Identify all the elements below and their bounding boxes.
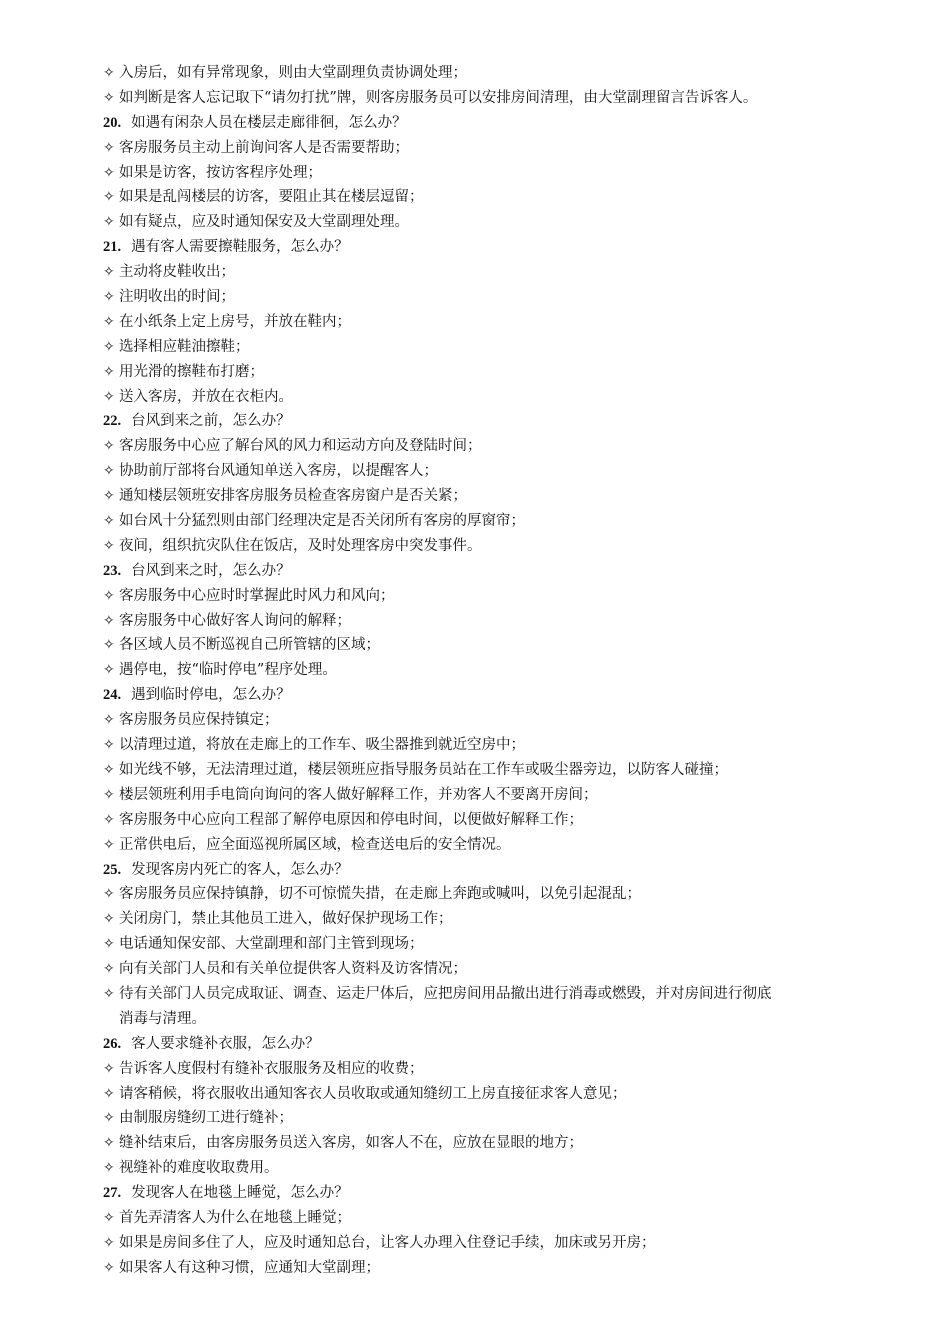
bullet-item: [103, 310, 893, 335]
bullet-icon: ✧: [103, 214, 115, 231]
bullet-item: [103, 633, 893, 658]
bullet-text: 由制服房缝纫工进行缝补；: [119, 1110, 293, 1127]
bullet-text: 如判断是客人忘记取下“请勿打扰”牌，则客房服务员可以安排房间清理，由大堂副理留言告诉客人。: [119, 89, 758, 106]
bullet-icon: ✧: [103, 1160, 115, 1177]
bullet-item: [103, 733, 893, 758]
bullet-item: [103, 584, 893, 609]
bullet-item: [103, 161, 893, 186]
bullet-text: 如光线不够，无法清理过道，楼层领班应指导服务员站在工作车或吸尘器旁边，以防客人碰撞；: [119, 761, 728, 778]
bullet-icon: ✧: [103, 637, 115, 654]
bullet-icon: ✧: [103, 164, 115, 181]
bullet-item: [103, 1231, 893, 1256]
bullet-text: 客房服务中心应了解台风的风力和运动方向及登陆时间；: [119, 438, 482, 455]
bullet-item: [103, 260, 893, 285]
document-body: [103, 61, 893, 1281]
bullet-text: 客房服务员应保持镇定；: [119, 712, 279, 729]
bullet-icon: ✧: [103, 1110, 115, 1127]
bullet-item: [103, 882, 893, 907]
bullet-text: 如果是乱闯楼层的访客，要阻止其在楼层逗留；: [119, 189, 424, 206]
bullet-text: 注明收出的时间；: [119, 289, 235, 306]
bullet-item: [103, 907, 893, 932]
bullet-icon: ✧: [103, 811, 115, 828]
bullet-icon: ✧: [103, 313, 115, 330]
bullet-text: 请客稍候，将衣服收出通知客衣人员收取或通知缝纫工上房直接征求客人意见；: [119, 1085, 627, 1102]
question-number: 26.: [103, 1035, 122, 1052]
bullet-icon: ✧: [103, 1259, 115, 1276]
bullet-text: 正常供电后，应全面巡视所属区域，检查送电后的安全情况。: [119, 836, 511, 853]
bullet-icon: ✧: [103, 438, 115, 455]
bullet-item: [103, 982, 893, 1007]
bullet-text: 通知楼层领班安排客房服务员检查客房窗户是否关紧；: [119, 488, 467, 505]
bullet-item: [103, 658, 893, 683]
bullet-icon: ✧: [103, 712, 115, 729]
bullet-text: 客房服务中心做好客人询问的解释；: [119, 612, 351, 629]
question-number: 27.: [103, 1185, 122, 1202]
bullet-item: [103, 434, 893, 459]
bullet-icon: ✧: [103, 836, 115, 853]
bullet-icon: ✧: [103, 786, 115, 803]
bullet-icon: ✧: [103, 338, 115, 355]
bullet-item: [103, 1082, 893, 1107]
bullet-item: [103, 335, 893, 360]
bullet-text: 如果是访客，按访客程序处理；: [119, 164, 322, 181]
bullet-item: [103, 808, 893, 833]
question-number: 20.: [103, 114, 122, 131]
bullet-icon: ✧: [103, 65, 115, 81]
question-heading: [103, 235, 893, 260]
bullet-icon: ✧: [103, 936, 115, 953]
bullet-item: [103, 932, 893, 957]
question-number: 24.: [103, 687, 122, 704]
question-text: 台风到来之前，怎么办？: [131, 413, 291, 430]
bullet-icon: ✧: [103, 513, 115, 530]
bullet-text: 如有疑点，应及时通知保安及大堂副理处理。: [119, 214, 409, 231]
question-heading: [103, 559, 893, 584]
bullet-icon: ✧: [103, 911, 115, 928]
bullet-item: [103, 509, 893, 534]
bullet-text: 视缝补的难度收取费用。: [119, 1160, 279, 1177]
question-heading: [103, 1181, 893, 1206]
bullet-item: [103, 957, 893, 982]
bullet-text: 用光滑的擦鞋布打磨；: [119, 363, 264, 380]
question-heading: [103, 111, 893, 136]
question-text: 台风到来之时，怎么办？: [131, 562, 291, 579]
bullet-item: [103, 136, 893, 161]
bullet-icon: ✧: [103, 1209, 115, 1226]
question-heading: [103, 858, 893, 883]
bullet-item: [103, 1057, 893, 1082]
bullet-text: 关闭房门，禁止其他员工进入，做好保护现场工作；: [119, 911, 453, 928]
continuation-line: [103, 1007, 893, 1032]
bullet-icon: ✧: [103, 1234, 115, 1251]
bullet-text: 客房服务员应保持镇静，切不可惊慌失措，在走廊上奔跑或喊叫，以免引起混乱；: [119, 886, 641, 903]
bullet-item: [103, 758, 893, 783]
bullet-item: [103, 86, 893, 111]
bullet-text: 如果客人有这种习惯，应通知大堂副理；: [119, 1259, 380, 1276]
bullet-icon: ✧: [103, 289, 115, 306]
bullet-icon: ✧: [103, 961, 115, 978]
bullet-icon: ✧: [103, 537, 115, 554]
bullet-icon: ✧: [103, 587, 115, 604]
question-text: 如遇有闲杂人员在楼层走廊徘徊，怎么办？: [131, 114, 407, 131]
bullet-text: 入房后，如有异常现象，则由大堂副理负责协调处理；: [119, 65, 467, 81]
bullet-item: [103, 1131, 893, 1156]
bullet-icon: ✧: [103, 1060, 115, 1077]
bullet-text: 首先弄清客人为什么在地毯上睡觉；: [119, 1209, 351, 1226]
bullet-icon: ✧: [103, 1135, 115, 1152]
bullet-icon: ✧: [103, 612, 115, 629]
bullet-icon: ✧: [103, 89, 115, 106]
bullet-text: 缝补结束后，由客房服务员送入客房，如客人不在，应放在显眼的地方；: [119, 1135, 583, 1152]
bullet-item: [103, 833, 893, 858]
bullet-icon: ✧: [103, 737, 115, 754]
bullet-item: [103, 1256, 893, 1281]
bullet-text: 电话通知保安部、大堂副理和部门主管到现场；: [119, 936, 424, 953]
bullet-text: 在小纸条上定上房号，并放在鞋内；: [119, 313, 351, 330]
bullet-text: 以清理过道，将放在走廊上的工作车、吸尘器推到就近空房中；: [119, 737, 525, 754]
bullet-icon: ✧: [103, 488, 115, 505]
bullet-icon: ✧: [103, 189, 115, 206]
question-text: 发现客房内死亡的客人，怎么办？: [131, 861, 349, 878]
bullet-text: 楼层领班利用手电筒向询问的客人做好解释工作，并劝客人不要离开房间；: [119, 786, 598, 803]
bullet-item: [103, 1106, 893, 1131]
question-number: 21.: [103, 239, 122, 256]
bullet-text: 遇停电，按“临时停电”程序处理。: [119, 662, 337, 679]
bullet-item: [103, 285, 893, 310]
bullet-text: 告诉客人度假村有缝补衣服服务及相应的收费；: [119, 1060, 424, 1077]
bullet-text: 选择相应鞋油擦鞋；: [119, 338, 250, 355]
bullet-item: [103, 708, 893, 733]
question-heading: [103, 409, 893, 434]
question-number: 25.: [103, 861, 122, 878]
bullet-text: 向有关部门人员和有关单位提供客人资料及访客情况；: [119, 961, 467, 978]
bullet-icon: ✧: [103, 363, 115, 380]
bullet-text: 主动将皮鞋收出；: [119, 264, 235, 281]
bullet-text: 客房服务中心应时时掌握此时风力和风向；: [119, 587, 395, 604]
question-number: 22.: [103, 413, 122, 430]
question-text: 遇有客人需要擦鞋服务，怎么办？: [131, 239, 349, 256]
bullet-text: 如果是房间多住了人，应及时通知总台，让客人办理入住登记手续，加床或另开房；: [119, 1234, 656, 1251]
bullet-item: [103, 185, 893, 210]
bullet-icon: ✧: [103, 1085, 115, 1102]
bullet-text: 如台风十分猛烈则由部门经理决定是否关闭所有客房的厚窗帘；: [119, 513, 525, 530]
bullet-item: [103, 534, 893, 559]
bullet-icon: ✧: [103, 463, 115, 480]
bullet-item: [103, 459, 893, 484]
bullet-item: [103, 385, 893, 410]
bullet-icon: ✧: [103, 886, 115, 903]
bullet-item: [103, 609, 893, 634]
bullet-text: 送入客房，并放在衣柜内。: [119, 388, 293, 405]
bullet-icon: ✧: [103, 985, 115, 1002]
question-heading: [103, 683, 893, 708]
bullet-icon: ✧: [103, 388, 115, 405]
question-text: 客人要求缝补衣服，怎么办？: [131, 1035, 320, 1052]
bullet-item: [103, 210, 893, 235]
bullet-text: 客房服务员主动上前询问客人是否需要帮助；: [119, 139, 409, 156]
question-text: 发现客人在地毯上睡觉，怎么办？: [131, 1185, 349, 1202]
bullet-item: [103, 783, 893, 808]
bullet-item: [103, 360, 893, 385]
bullet-text: 客房服务中心应向工程部了解停电原因和停电时间，以便做好解释工作；: [119, 811, 583, 828]
bullet-item: [103, 61, 893, 86]
bullet-icon: ✧: [103, 264, 115, 281]
bullet-text: 各区域人员不断巡视自己所管辖的区域；: [119, 637, 380, 654]
bullet-item: [103, 1206, 893, 1231]
question-heading: [103, 1032, 893, 1057]
continuation-text: 消毒与清理。: [119, 1010, 206, 1027]
bullet-item: [103, 484, 893, 509]
bullet-text: 协助前厅部将台风通知单送入客房，以提醒客人；: [119, 463, 438, 480]
question-text: 遇到临时停电，怎么办？: [131, 687, 291, 704]
question-number: 23.: [103, 562, 122, 579]
bullet-text: 待有关部门人员完成取证、调查、运走尸体后，应把房间用品撤出进行消毒或燃毁，并对房间进行彻底: [119, 985, 772, 1002]
bullet-icon: ✧: [103, 662, 115, 679]
bullet-icon: ✧: [103, 761, 115, 778]
bullet-icon: ✧: [103, 139, 115, 156]
bullet-text: 夜间，组织抗灾队住在饭店，及时处理客房中突发事件。: [119, 537, 482, 554]
bullet-item: [103, 1156, 893, 1181]
